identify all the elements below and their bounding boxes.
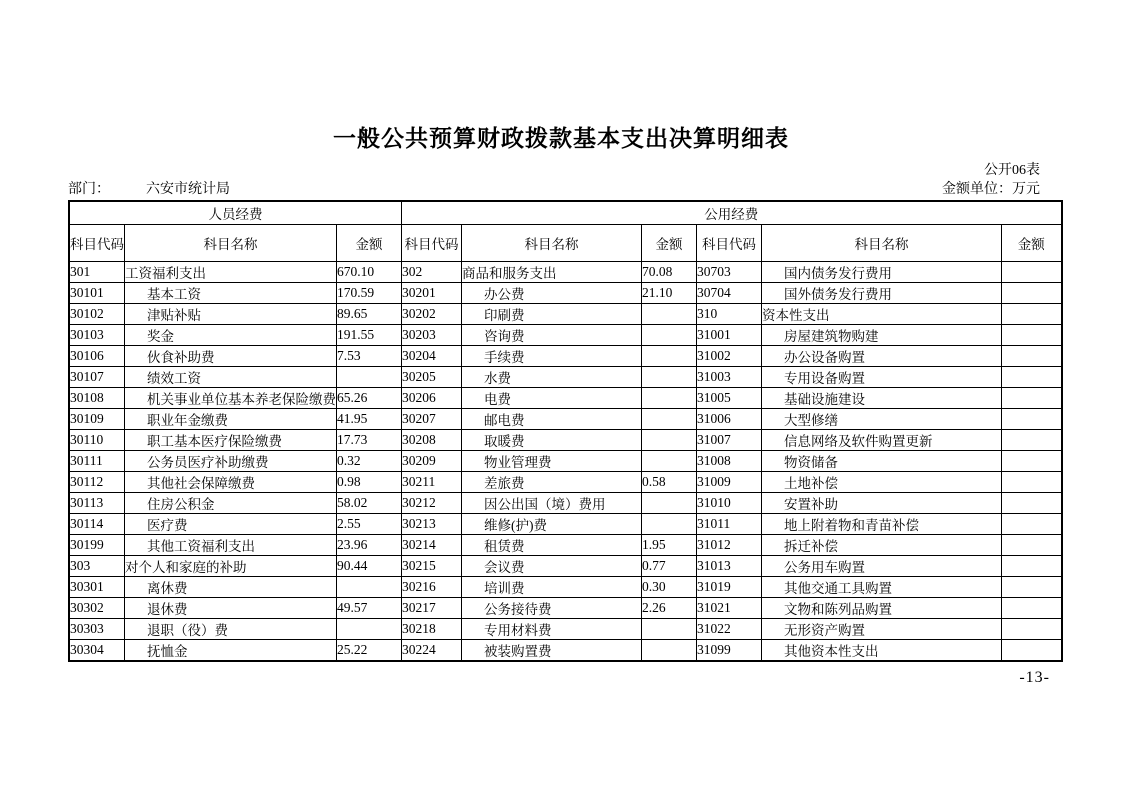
table-row	[69, 387, 1062, 408]
amount-cell	[1002, 513, 1062, 534]
budget-table	[68, 200, 1063, 662]
name-cell: 基本工资	[125, 282, 337, 303]
table-row	[69, 576, 1062, 597]
code-cell: 30703	[697, 261, 762, 282]
table-row	[69, 408, 1062, 429]
amount-cell	[1002, 408, 1062, 429]
code-cell: 31012	[697, 534, 762, 555]
amount-cell: 65.26	[337, 387, 402, 408]
name-cell: 国内债务发行费用	[762, 261, 1002, 282]
code-cell: 31001	[697, 324, 762, 345]
code-cell: 30101	[69, 282, 125, 303]
table-row	[69, 324, 1062, 345]
table-row	[69, 534, 1062, 555]
name-cell: 专用材料费	[462, 618, 642, 639]
code-cell: 30211	[402, 471, 462, 492]
amount-cell: 17.73	[337, 429, 402, 450]
col-header-name: 科目名称	[762, 224, 1002, 261]
department-label: 部门：	[68, 182, 110, 197]
code-cell: 31005	[697, 387, 762, 408]
code-cell: 30113	[69, 492, 125, 513]
name-cell: 办公设备购置	[762, 345, 1002, 366]
amount-cell	[642, 345, 697, 366]
amount-cell	[337, 618, 402, 639]
col-header-code: 科目代码	[402, 224, 462, 261]
amount-cell: 7.53	[337, 345, 402, 366]
amount-cell	[1002, 492, 1062, 513]
group-header-personnel: 人员经费	[69, 201, 402, 224]
table-row	[69, 282, 1062, 303]
name-cell: 职工基本医疗保险缴费	[125, 429, 337, 450]
amount-cell: 23.96	[337, 534, 402, 555]
amount-cell	[642, 492, 697, 513]
col-header-name: 科目名称	[462, 224, 642, 261]
table-row	[69, 261, 1062, 282]
amount-cell: 2.55	[337, 513, 402, 534]
name-cell: 无形资产购置	[762, 618, 1002, 639]
code-cell: 30216	[402, 576, 462, 597]
code-cell: 30203	[402, 324, 462, 345]
name-cell: 办公费	[462, 282, 642, 303]
col-header-name: 科目名称	[125, 224, 337, 261]
code-cell: 30199	[69, 534, 125, 555]
amount-cell: 25.22	[337, 639, 402, 661]
name-cell: 国外债务发行费用	[762, 282, 1002, 303]
amount-cell	[642, 450, 697, 471]
amount-cell	[1002, 618, 1062, 639]
code-cell: 30214	[402, 534, 462, 555]
amount-cell	[1002, 282, 1062, 303]
table-row	[69, 471, 1062, 492]
code-cell: 30213	[402, 513, 462, 534]
col-header-code: 科目代码	[69, 224, 125, 261]
amount-cell: 0.77	[642, 555, 697, 576]
code-cell: 31002	[697, 345, 762, 366]
name-cell: 其他社会保障缴费	[125, 471, 337, 492]
table-row	[69, 513, 1062, 534]
name-cell: 房屋建筑物购建	[762, 324, 1002, 345]
code-cell: 30107	[69, 366, 125, 387]
table-row	[69, 429, 1062, 450]
name-cell: 抚恤金	[125, 639, 337, 661]
name-cell: 专用设备购置	[762, 366, 1002, 387]
code-cell: 30302	[69, 597, 125, 618]
code-cell: 301	[69, 261, 125, 282]
code-cell: 31021	[697, 597, 762, 618]
amount-cell: 41.95	[337, 408, 402, 429]
table-row	[69, 366, 1062, 387]
name-cell: 退休费	[125, 597, 337, 618]
code-cell: 302	[402, 261, 462, 282]
name-cell: 公务接待费	[462, 597, 642, 618]
table-row	[69, 618, 1062, 639]
name-cell: 邮电费	[462, 408, 642, 429]
code-cell: 31003	[697, 366, 762, 387]
name-cell: 电费	[462, 387, 642, 408]
name-cell: 地上附着物和青苗补偿	[762, 513, 1002, 534]
code-cell: 30304	[69, 639, 125, 661]
name-cell: 印刷费	[462, 303, 642, 324]
name-cell: 土地补偿	[762, 471, 1002, 492]
code-cell: 31008	[697, 450, 762, 471]
name-cell: 对个人和家庭的补助	[125, 555, 337, 576]
name-cell: 文物和陈列品购置	[762, 597, 1002, 618]
code-cell: 31007	[697, 429, 762, 450]
amount-cell	[1002, 345, 1062, 366]
name-cell: 信息网络及软件购置更新	[762, 429, 1002, 450]
amount-cell: 170.59	[337, 282, 402, 303]
code-cell: 30208	[402, 429, 462, 450]
table-row	[69, 639, 1062, 661]
amount-cell	[1002, 450, 1062, 471]
name-cell: 绩效工资	[125, 366, 337, 387]
unit-label: 金额单位：万元	[942, 182, 1040, 197]
amount-cell	[1002, 366, 1062, 387]
code-cell: 30103	[69, 324, 125, 345]
amount-cell	[1002, 597, 1062, 618]
name-cell: 职业年金缴费	[125, 408, 337, 429]
code-cell: 31011	[697, 513, 762, 534]
amount-cell: 191.55	[337, 324, 402, 345]
department-value: 六安市统计局	[146, 182, 230, 197]
table-row	[69, 345, 1062, 366]
amount-cell	[1002, 534, 1062, 555]
amount-cell	[337, 576, 402, 597]
amount-cell: 90.44	[337, 555, 402, 576]
name-cell: 物业管理费	[462, 450, 642, 471]
amount-cell	[642, 408, 697, 429]
amount-cell	[642, 366, 697, 387]
amount-cell	[642, 429, 697, 450]
name-cell: 安置补助	[762, 492, 1002, 513]
amount-cell	[1002, 429, 1062, 450]
amount-cell	[1002, 324, 1062, 345]
name-cell: 会议费	[462, 555, 642, 576]
amount-cell	[1002, 387, 1062, 408]
code-cell: 31013	[697, 555, 762, 576]
amount-cell	[1002, 303, 1062, 324]
code-cell: 30301	[69, 576, 125, 597]
code-cell: 30205	[402, 366, 462, 387]
name-cell: 取暖费	[462, 429, 642, 450]
code-cell: 30112	[69, 471, 125, 492]
name-cell: 水费	[462, 366, 642, 387]
amount-cell	[1002, 471, 1062, 492]
name-cell: 住房公积金	[125, 492, 337, 513]
code-cell: 31022	[697, 618, 762, 639]
name-cell: 咨询费	[462, 324, 642, 345]
name-cell: 退职（役）费	[125, 618, 337, 639]
table-row	[69, 450, 1062, 471]
code-cell: 31019	[697, 576, 762, 597]
amount-cell: 0.58	[642, 471, 697, 492]
code-cell: 30224	[402, 639, 462, 661]
code-cell: 30212	[402, 492, 462, 513]
code-cell: 30303	[69, 618, 125, 639]
name-cell: 商品和服务支出	[462, 261, 642, 282]
name-cell: 基础设施建设	[762, 387, 1002, 408]
amount-cell	[642, 639, 697, 661]
amount-cell: 58.02	[337, 492, 402, 513]
name-cell: 手续费	[462, 345, 642, 366]
name-cell: 物资储备	[762, 450, 1002, 471]
amount-cell	[1002, 576, 1062, 597]
code-cell: 30704	[697, 282, 762, 303]
name-cell: 工资福利支出	[125, 261, 337, 282]
code-cell: 30209	[402, 450, 462, 471]
table-code: 公开06表	[984, 163, 1040, 178]
amount-cell	[642, 387, 697, 408]
name-cell: 机关事业单位基本养老保险缴费	[125, 387, 337, 408]
amount-cell	[642, 324, 697, 345]
amount-cell: 1.95	[642, 534, 697, 555]
amount-cell: 670.10	[337, 261, 402, 282]
code-cell: 30106	[69, 345, 125, 366]
name-cell: 维修(护)费	[462, 513, 642, 534]
code-cell: 30215	[402, 555, 462, 576]
amount-cell: 21.10	[642, 282, 697, 303]
name-cell: 其他交通工具购置	[762, 576, 1002, 597]
name-cell: 其他资本性支出	[762, 639, 1002, 661]
page-title: 一般公共预算财政拨款基本支出决算明细表	[333, 125, 789, 151]
code-cell: 30207	[402, 408, 462, 429]
col-header-code: 科目代码	[697, 224, 762, 261]
name-cell: 培训费	[462, 576, 642, 597]
name-cell: 拆迁补偿	[762, 534, 1002, 555]
name-cell: 租赁费	[462, 534, 642, 555]
amount-cell	[1002, 261, 1062, 282]
col-header-amount: 金额	[1002, 224, 1062, 261]
amount-cell: 2.26	[642, 597, 697, 618]
table-body	[69, 261, 1062, 661]
amount-cell	[337, 366, 402, 387]
amount-cell: 70.08	[642, 261, 697, 282]
code-cell: 31099	[697, 639, 762, 661]
amount-cell: 89.65	[337, 303, 402, 324]
amount-cell: 0.98	[337, 471, 402, 492]
name-cell: 其他工资福利支出	[125, 534, 337, 555]
name-cell: 因公出国（境）费用	[462, 492, 642, 513]
amount-cell: 0.30	[642, 576, 697, 597]
amount-cell	[1002, 555, 1062, 576]
code-cell: 30218	[402, 618, 462, 639]
code-cell: 303	[69, 555, 125, 576]
col-header-amount: 金额	[337, 224, 402, 261]
name-cell: 差旅费	[462, 471, 642, 492]
name-cell: 离休费	[125, 576, 337, 597]
meta-row	[68, 181, 1040, 198]
name-cell: 医疗费	[125, 513, 337, 534]
name-cell: 奖金	[125, 324, 337, 345]
table-row	[69, 303, 1062, 324]
code-cell: 30217	[402, 597, 462, 618]
table-row	[69, 597, 1062, 618]
group-header-row	[69, 201, 1062, 224]
name-cell: 公务员医疗补助缴费	[125, 450, 337, 471]
amount-cell	[642, 303, 697, 324]
code-cell: 30108	[69, 387, 125, 408]
code-cell: 30102	[69, 303, 125, 324]
column-header-row	[69, 224, 1062, 261]
name-cell: 大型修缮	[762, 408, 1002, 429]
table-row	[69, 555, 1062, 576]
department-line	[68, 181, 230, 198]
name-cell: 资本性支出	[762, 303, 1002, 324]
code-cell: 30111	[69, 450, 125, 471]
amount-cell	[1002, 639, 1062, 661]
name-cell: 伙食补助费	[125, 345, 337, 366]
code-cell: 310	[697, 303, 762, 324]
name-cell: 被装购置费	[462, 639, 642, 661]
amount-cell	[642, 618, 697, 639]
code-cell: 31009	[697, 471, 762, 492]
code-cell: 30114	[69, 513, 125, 534]
code-cell: 30110	[69, 429, 125, 450]
amount-cell	[642, 513, 697, 534]
code-cell: 30202	[402, 303, 462, 324]
code-cell: 30109	[69, 408, 125, 429]
name-cell: 公务用车购置	[762, 555, 1002, 576]
col-header-amount: 金额	[642, 224, 697, 261]
group-header-public: 公用经费	[402, 201, 1062, 224]
page-number: -13-	[1019, 668, 1050, 686]
table-row	[69, 492, 1062, 513]
amount-cell: 0.32	[337, 450, 402, 471]
amount-cell: 49.57	[337, 597, 402, 618]
code-cell: 31006	[697, 408, 762, 429]
code-cell: 30201	[402, 282, 462, 303]
code-cell: 31010	[697, 492, 762, 513]
name-cell: 津贴补贴	[125, 303, 337, 324]
code-cell: 30206	[402, 387, 462, 408]
code-cell: 30204	[402, 345, 462, 366]
